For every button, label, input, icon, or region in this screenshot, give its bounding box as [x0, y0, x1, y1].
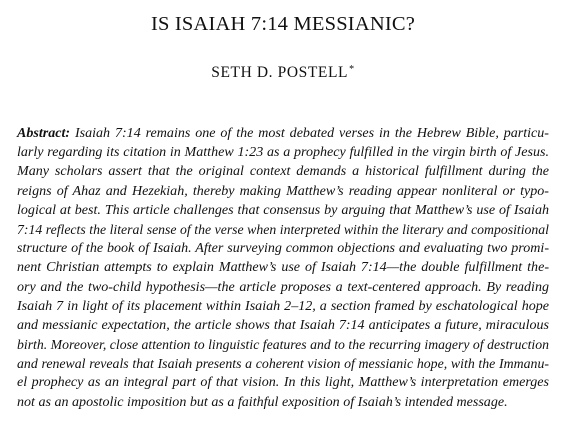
article-title: IS ISAIAH 7:14 MESSIANIC?: [150, 13, 416, 35]
abstract-line: structure of the book of Isaiah. After surveying common objections and evaluating two promi-: [17, 240, 549, 257]
author-footnote-mark[interactable]: *: [349, 64, 355, 75]
abstract-line: and messianic expectation, the article shows that Isaiah 7:14 anticipates a future, miraculous: [17, 316, 549, 333]
abstract-line: 7:14 reflects the literal sense of the verse when interpreted within the literary and compositional: [17, 221, 549, 237]
abstract-line: Isaiah 7 in light of its placement within Isaiah 2–12, a section framed by eschatological hope: [17, 297, 549, 314]
abstract-line: birth. Moreover, close attention to linguistic features and to the recurring imagery of destruction: [17, 337, 549, 353]
abstract-line: Many scholars assert that the original context demands a historical fulfillment during the: [17, 163, 549, 180]
abstract-line: and renewal reveals that Isaiah presents a coherent vision of messianic hope, with the Immanu-: [17, 356, 549, 372]
author-name: SETH D. POSTELL: [211, 64, 349, 81]
abstract-line: nent Christian attempts to explain Matthew’s use of Isaiah 7:14—the double fulfillment the-: [17, 259, 549, 276]
abstract-label: Abstract:: [17, 125, 71, 141]
abstract-line: not as an apostolic imposition but as a faithful exposition of Isaiah’s intended message.: [17, 393, 508, 410]
abstract-line: reigns of Ahaz and Hezekiah, thereby making Matthew’s reading appear nonliteral or typo-: [17, 182, 549, 199]
abstract-line: larly regarding its citation in Matthew 1:23 as a prophecy fulfilled in the virgin birth of Jesus.: [17, 144, 549, 161]
abstract-line: logical at best. This article challenges that consensus by arguing that Matthew’s use of Isaiah: [17, 201, 549, 218]
abstract-line: [17, 124, 549, 143]
abstract-line: el prophecy as an integral part of that vision. In this light, Matthew’s interpretation emerges: [17, 374, 549, 391]
abstract-block: [17, 124, 549, 412]
abstract-line-text: Isaiah 7:14 remains one of the most debated verses in the Hebrew Bible, particu-: [70, 125, 549, 141]
abstract-line: ory and the two-child hypothesis—the article proposes a text-centered approach. By reading: [17, 278, 549, 295]
author-line: [0, 63, 566, 83]
